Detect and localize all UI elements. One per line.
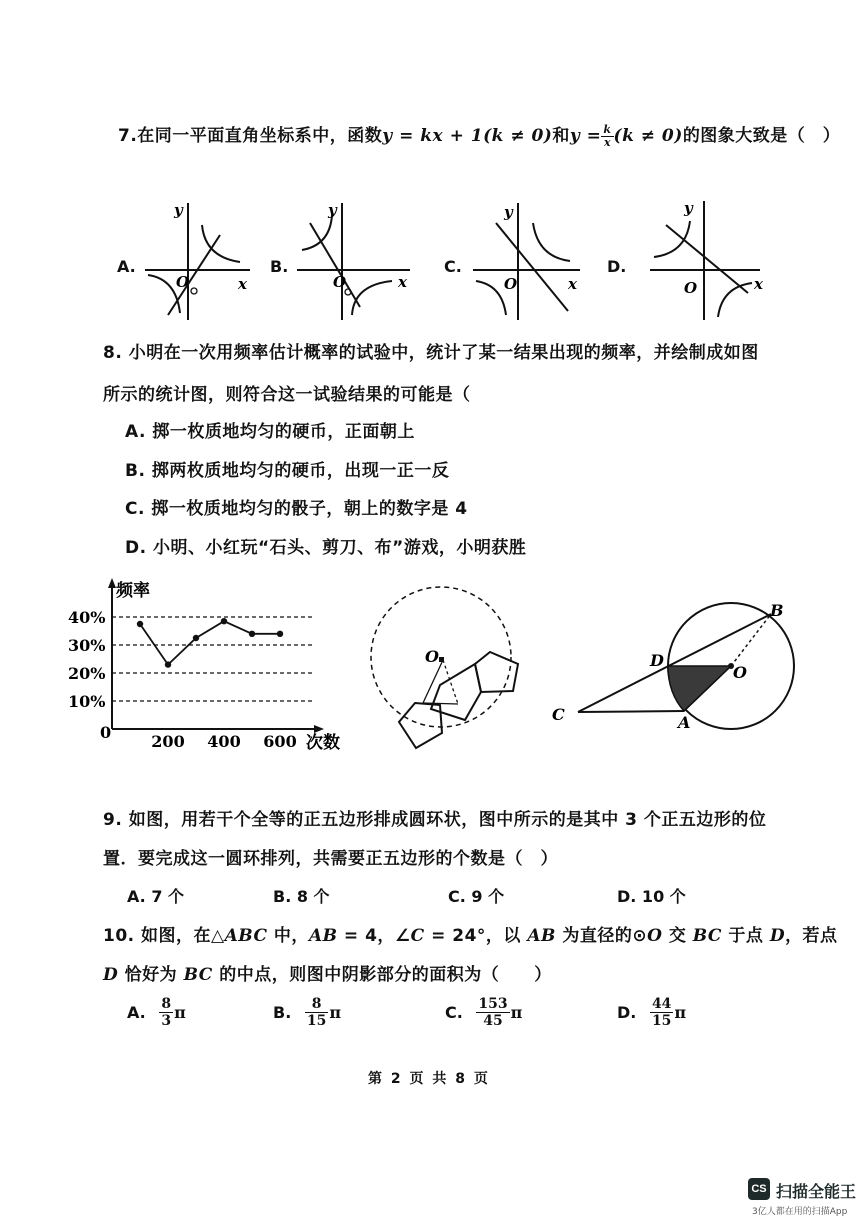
q7-mid: 和 bbox=[552, 126, 570, 146]
chart-y-ticks bbox=[68, 608, 105, 711]
q7d-origin-label: O bbox=[684, 279, 698, 297]
q7b-y-label: y bbox=[328, 201, 337, 219]
q7-function-linear: y = kx + 1(k ≠ 0) bbox=[382, 126, 553, 146]
q9-pentagon-middle bbox=[431, 664, 481, 720]
chart-data-point bbox=[249, 631, 255, 637]
chart-x-ticks bbox=[151, 732, 296, 751]
q7-prefix: 7.在同一平面直角坐标系中，函数 bbox=[118, 126, 383, 146]
q8-stem-line2: 所示的统计图，则符合这一试验结果的可能是（ bbox=[103, 385, 471, 405]
q8-option-b: B. 掷两枚质地均匀的硬币，出现一正一反 bbox=[125, 461, 450, 481]
chart-origin-label: 0 bbox=[100, 723, 112, 742]
q7-function-inverse-lhs: y = bbox=[569, 126, 602, 146]
chart-data-point bbox=[137, 621, 143, 627]
q10-stem-line2: D 恰好为 BC 的中点，则图中阴影部分的面积为（ ） bbox=[103, 965, 552, 985]
q8-option-c: C. 掷一枚质地均匀的骰子，朝上的数字是 4 bbox=[125, 499, 468, 519]
chart-y-axis-label: 频率 bbox=[116, 581, 150, 601]
chart-x-tick-label: 600 bbox=[263, 732, 297, 751]
q10-label-d: D bbox=[650, 651, 664, 670]
q7-option-b-label: B. bbox=[270, 257, 289, 276]
q7d-y-label: y bbox=[684, 199, 693, 217]
q10-option-c: C. $\frac{153}{45}$ π bbox=[445, 996, 523, 1029]
scanner-logo-icon: CS bbox=[748, 1178, 770, 1200]
scanner-app-tagline: 3亿人都在用的扫描App bbox=[752, 1207, 848, 1217]
chart-y-tick-label: 20% bbox=[68, 664, 106, 683]
q7c-origin-label: O bbox=[504, 275, 518, 293]
q9-option-a: A. 7 个 bbox=[127, 887, 185, 906]
q10-option-b: B. $\frac{8}{15}$ π bbox=[273, 996, 342, 1029]
q7b-x-label: x bbox=[398, 273, 407, 291]
q7-graph-a bbox=[140, 195, 260, 325]
q7d-x-label: x bbox=[754, 275, 763, 293]
q8-option-a: A. 掷一枚质地均匀的硬币，正面朝上 bbox=[125, 422, 415, 442]
frequency-line-chart bbox=[64, 574, 360, 760]
chart-grid bbox=[112, 617, 314, 701]
q9-option-b: B. 8 个 bbox=[273, 887, 330, 906]
q10-option-d: D. $\frac{44}{15}$ π bbox=[617, 996, 687, 1029]
q7-option-a-label: A. bbox=[117, 257, 136, 276]
chart-y-axis-arrow bbox=[108, 578, 116, 588]
q9-pentagon-ring-figure bbox=[365, 580, 545, 760]
q7-option-c-label: C. bbox=[444, 257, 462, 276]
chart-data-point bbox=[165, 661, 171, 667]
q10-label-a: A bbox=[678, 713, 691, 732]
chart-series-line bbox=[140, 621, 280, 664]
q7-graph-d bbox=[638, 195, 768, 325]
q9-stem-line1: 9. 如图，用若干个全等的正五边形排成圆环状，图中所示的是其中 3 个正五边形的位 bbox=[103, 810, 767, 830]
q7c-x-label: x bbox=[568, 275, 577, 293]
chart-series bbox=[137, 618, 283, 668]
q10-label-c: C bbox=[552, 705, 565, 724]
q7-function-inverse-cond: (k ≠ 0) bbox=[613, 126, 683, 146]
q7-graph-c bbox=[468, 195, 588, 325]
chart-x-tick-label: 200 bbox=[151, 732, 185, 751]
chart-y-tick-label: 30% bbox=[68, 636, 106, 655]
q7a-origin-label: O bbox=[176, 273, 190, 291]
chart-data-point bbox=[193, 635, 199, 641]
q10-label-b: B bbox=[770, 601, 784, 620]
q10-option-a: A. $\frac{8}{3}$ π bbox=[127, 996, 186, 1029]
page-footer: 第 2 页 共 8 页 bbox=[368, 1071, 490, 1087]
chart-data-point bbox=[277, 631, 283, 637]
q7-graph-b bbox=[292, 195, 417, 325]
q9-option-c: C. 9 个 bbox=[448, 887, 505, 906]
q10-shaded-region bbox=[668, 666, 731, 711]
q7c-y-label: y bbox=[504, 203, 513, 221]
chart-y-tick-label: 40% bbox=[68, 608, 106, 627]
q8-option-d: D. 小明、小红玩“石头、剪刀、布”游戏，小明获胜 bbox=[125, 538, 527, 558]
q9-stem-line2: 置．要完成这一圆环排列，共需要正五边形的个数是（ ） bbox=[103, 849, 558, 869]
q7-fraction: $\frac{k}{x}$ bbox=[603, 122, 612, 149]
q9-option-d: D. 10 个 bbox=[617, 887, 686, 906]
q7-suffix: 的图象大致是（ ） bbox=[682, 126, 841, 146]
scanner-watermark bbox=[748, 1178, 860, 1218]
q7a-y-label: y bbox=[174, 201, 183, 219]
scanner-app-name: 扫描全能王 bbox=[776, 1182, 857, 1201]
q10-stem-line1: 10. 如图，在△ABC 中，AB = 4，∠C = 24°，以 AB 为直径的⊙O 交 BC 于点 D，若点 bbox=[103, 926, 838, 946]
q7-option-d-label: D. bbox=[607, 257, 627, 276]
q10-label-o: O bbox=[733, 663, 747, 682]
chart-x-axis-arrow bbox=[314, 725, 324, 733]
chart-y-tick-label: 10% bbox=[68, 692, 106, 711]
chart-x-tick-label: 400 bbox=[207, 732, 241, 751]
q9-center-label: O bbox=[425, 647, 439, 666]
q10-circle-figure bbox=[548, 598, 798, 738]
q8-stem-line1: 8. 小明在一次用频率估计概率的试验中，统计了某一结果出现的频率，并绘制成如图 bbox=[103, 343, 759, 363]
chart-data-point bbox=[221, 618, 227, 624]
q7b-origin-label: O bbox=[333, 273, 347, 291]
q7-stem bbox=[118, 121, 840, 151]
chart-x-axis-label: 次数 bbox=[306, 733, 340, 753]
q7a-x-label: x bbox=[238, 275, 247, 293]
